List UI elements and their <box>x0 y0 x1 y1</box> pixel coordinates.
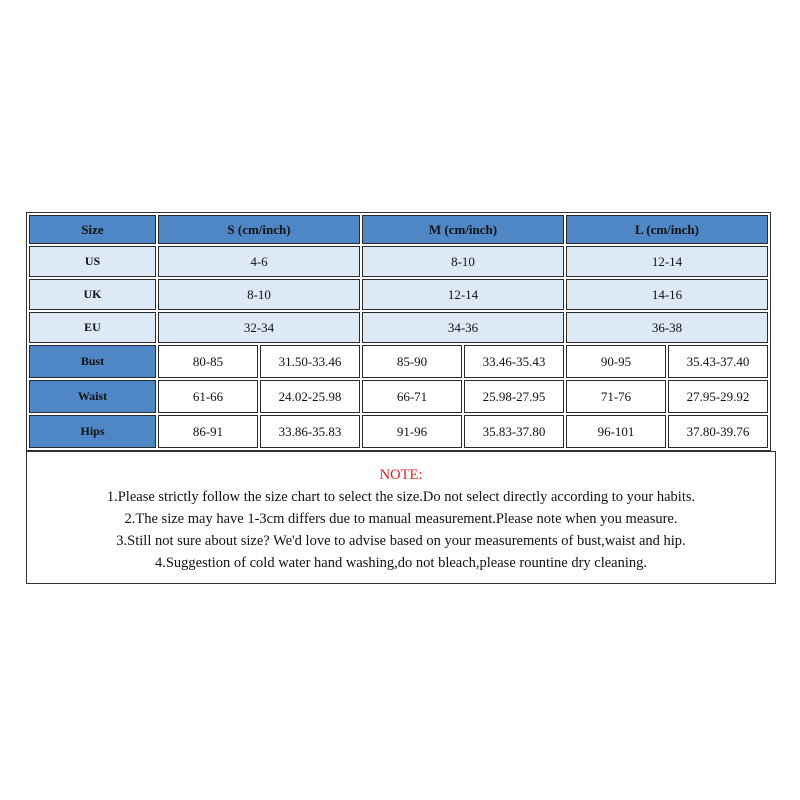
cell-s-cm: 61-66 <box>158 380 258 413</box>
cell-l-cm: 90-95 <box>566 345 666 378</box>
cell-l: 12-14 <box>566 246 768 277</box>
header-row <box>29 215 768 244</box>
row-label: Hips <box>29 415 156 448</box>
row-label: US <box>29 246 156 277</box>
cell-l-inch: 27.95-29.92 <box>668 380 768 413</box>
cell-s-inch: 24.02-25.98 <box>260 380 360 413</box>
note-line: 1.Please strictly follow the size chart to select the size.Do not select directly according to your habits. <box>106 489 696 505</box>
measure-row-hips <box>29 415 768 448</box>
note-box <box>26 451 776 584</box>
cell-l: 14-16 <box>566 279 768 310</box>
size-row-uk <box>29 279 768 310</box>
cell-m: 8-10 <box>362 246 564 277</box>
cell-s-inch: 31.50-33.46 <box>260 345 360 378</box>
cell-m-cm: 66-71 <box>362 380 462 413</box>
size-row-eu <box>29 312 768 343</box>
row-label: UK <box>29 279 156 310</box>
header-l: L (cm/inch) <box>566 215 768 244</box>
note-title: NOTE: <box>379 467 423 483</box>
cell-s-inch: 33.86-35.83 <box>260 415 360 448</box>
row-label: Bust <box>29 345 156 378</box>
cell-s: 4-6 <box>158 246 360 277</box>
cell-m: 34-36 <box>362 312 564 343</box>
note-line: 4.Suggestion of cold water hand washing,do not bleach,please rountine dry cleaning. <box>154 555 648 571</box>
size-table <box>26 212 771 451</box>
header-size: Size <box>29 215 156 244</box>
cell-s-cm: 80-85 <box>158 345 258 378</box>
cell-l-inch: 35.43-37.40 <box>668 345 768 378</box>
header-m: M (cm/inch) <box>362 215 564 244</box>
row-label: Waist <box>29 380 156 413</box>
size-chart <box>26 212 776 584</box>
cell-m-cm: 91-96 <box>362 415 462 448</box>
note-line: 2.The size may have 1-3cm differs due to manual measurement.Please note when you measure. <box>124 511 678 527</box>
note-line: 3.Still not sure about size? We'd love to advise based on your measurements of bust,waist and hip. <box>116 533 686 549</box>
cell-s: 32-34 <box>158 312 360 343</box>
measure-row-bust <box>29 345 768 378</box>
row-label: EU <box>29 312 156 343</box>
cell-m-inch: 33.46-35.43 <box>464 345 564 378</box>
cell-l: 36-38 <box>566 312 768 343</box>
cell-l-inch: 37.80-39.76 <box>668 415 768 448</box>
cell-m: 12-14 <box>362 279 564 310</box>
size-row-us <box>29 246 768 277</box>
header-s: S (cm/inch) <box>158 215 360 244</box>
cell-l-cm: 96-101 <box>566 415 666 448</box>
cell-l-cm: 71-76 <box>566 380 666 413</box>
cell-m-cm: 85-90 <box>362 345 462 378</box>
cell-s: 8-10 <box>158 279 360 310</box>
cell-m-inch: 35.83-37.80 <box>464 415 564 448</box>
measure-row-waist <box>29 380 768 413</box>
cell-s-cm: 86-91 <box>158 415 258 448</box>
cell-m-inch: 25.98-27.95 <box>464 380 564 413</box>
